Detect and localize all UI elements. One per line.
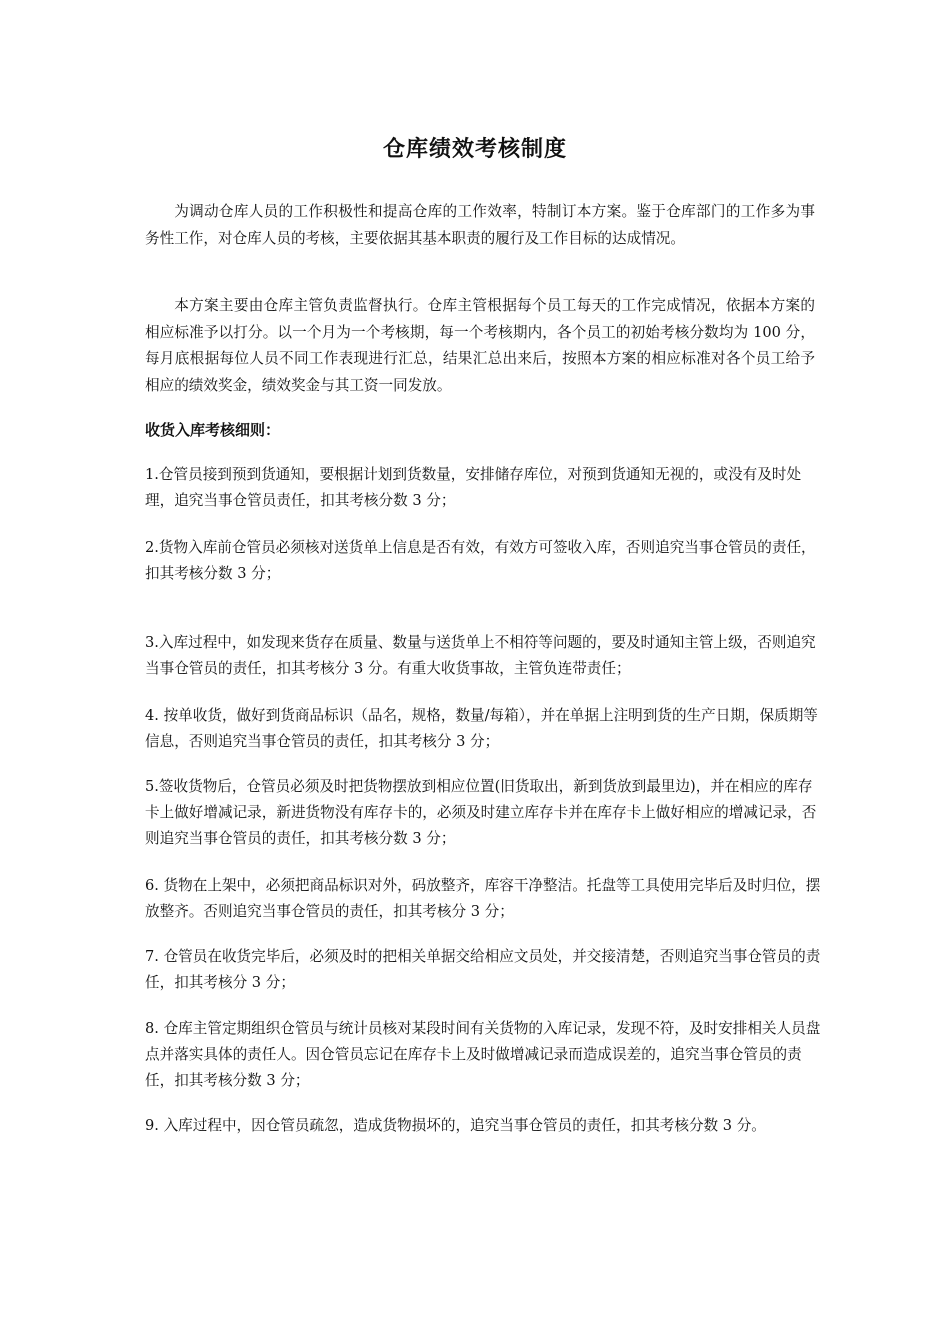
- rule-item-1: 1.仓管员接到预到货通知，要根据计划到货数量，安排储存库位，对预到货通知无视的，或没有及时处理，追究当事仓管员责任，扣其考核分数 3 分；: [145, 466, 802, 509]
- rule-item-6: 6. 货物在上架中，必须把商品标识对外，码放整齐，库容干净整洁。托盘等工具使用完毕后及时归位，摆放整齐。否则追究当事仓管员的责任，扣其考核分 3 分；: [145, 877, 821, 920]
- rule-item-5: 5.签收货物后，仓管员必须及时把货物摆放到相应位置(旧货取出，新到货放到最里边)，并在相应的库存卡上做好增减记录，新进货物没有库存卡的，必须及时建立库存卡并在库存卡上做好相应的增减记录，否则追究当事仓管员的责任，扣其考核分数 3 分；: [145, 778, 817, 847]
- rule-item-7: 7. 仓管员在收货完毕后，必须及时的把相关单据交给相应文员处，并交接清楚，否则追究当事仓管员的责任，扣其考核分 3 分；: [145, 948, 821, 991]
- rule-item-3: 3.入库过程中，如发现来货存在质量、数量与送货单上不相符等问题的，要及时通知主管上级，否则追究当事仓管员的责任，扣其考核分 3 分。有重大收货事故，主管负连带责任；: [145, 634, 816, 677]
- rule-item-4: 4. 按单收货，做好到货商品标识（品名，规格，数量/每箱），并在单据上注明到货的生产日期，保质期等信息，否则追究当事仓管员的责任，扣其考核分 3 分；: [145, 707, 818, 750]
- document-title: 仓库绩效考核制度: [382, 137, 567, 162]
- intro-paragraph: 为调动仓库人员的工作积极性和提高仓库的工作效率，特制订本方案。鉴于仓库部门的工作多为事务性工作，对仓库人员的考核，主要依据其基本职责的履行及工作目标的达成情况。: [145, 203, 815, 247]
- rule-item-8: 8. 仓库主管定期组织仓管员与统计员核对某段时间有关货物的入库记录，发现不符，及时安排相关人员盘点并落实具体的责任人。因仓管员忘记在库存卡上及时做增减记录而造成误差的，追究当事仓管员的责任，扣其考核分数 3 分；: [145, 1020, 821, 1089]
- rule-item-9: 9. 入库过程中，因仓管员疏忽，造成货物损坏的，追究当事仓管员的责任，扣其考核分数 3 分。: [145, 1117, 766, 1134]
- section-heading: 收货入库考核细则：: [145, 421, 281, 439]
- rule-item-2: 2.货物入库前仓管员必须核对送货单上信息是否有效，有效方可签收入库，否则追究当事仓管员的责任，扣其考核分数 3 分；: [145, 539, 816, 582]
- scheme-paragraph: 本方案主要由仓库主管负责监督执行。仓库主管根据每个员工每天的工作完成情况，依据本方案的相应标准予以打分。以一个月为一个考核期，每一个考核期内，各个员工的初始考核分数均为 100 分，每月底根据每位人员不同工作表现进行汇总，结果汇总出来后，按照本方案的相应标准对各个员工给予相应的绩效奖金，绩效奖金与其工资一同发放。: [145, 297, 815, 394]
